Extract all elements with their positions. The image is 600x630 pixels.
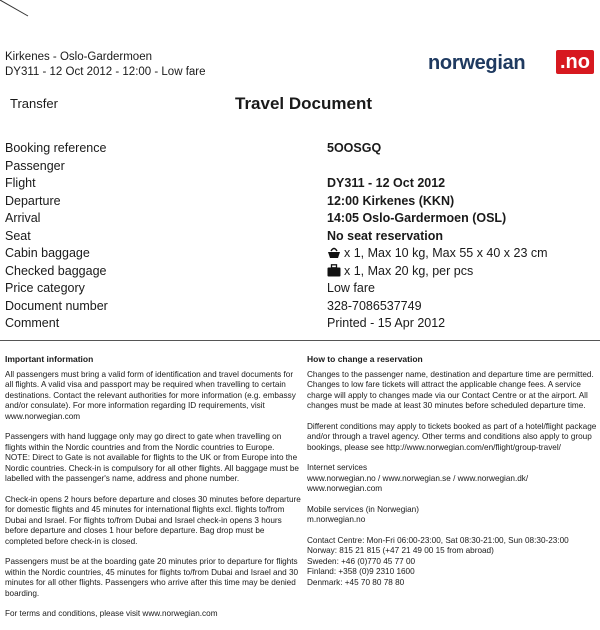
detail-label: Checked baggage [5, 263, 107, 278]
norwegian-logo [428, 50, 594, 76]
handbag-icon [327, 246, 341, 259]
contact-line: Denmark: +45 70 80 78 80 [307, 577, 405, 587]
detail-label: Flight [5, 176, 36, 190]
section-divider [0, 340, 600, 341]
detail-row-departure [5, 193, 595, 211]
detail-row-checked-baggage [5, 263, 595, 281]
mobile-services-text: m.norwegian.no [307, 515, 366, 524]
detail-row-booking-reference [5, 140, 595, 158]
detail-row-cabin-baggage [5, 245, 595, 263]
price-category-value: Low fare [327, 281, 375, 295]
detail-row-comment [5, 315, 595, 333]
detail-row-arrival [5, 210, 595, 228]
detail-label: Arrival [5, 211, 41, 225]
transfer-label: Transfer [10, 96, 58, 111]
detail-label: Departure [5, 193, 61, 208]
important-paragraph-luggage: Passengers with hand luggage only may go direct to gate when travelling on flights within the Nordic countries and from the Nordic countries to Europe. NOTE: Direct to Gate is not available for flights to the UK or from Europe into the Nordic countries. Check-in is compulsory for all other flights. All baggage must be labelled with the passenger's name, address and phone number. [5, 432, 299, 483]
suitcase-icon [327, 264, 341, 277]
important-paragraph-boarding: Passengers must be at the boarding gate 20 minutes prior to departure for flights within the Nordic countries, 45 minutes for flights to/from Dubai and Israel and 30 minutes for all other flights. Passengers who arrive after this time may be denied boarding. [5, 557, 299, 598]
detail-label: Passenger [5, 158, 65, 173]
detail-row-flight [5, 175, 595, 193]
contact-line: Sweden: +46 (0)770 45 77 00 [307, 556, 416, 566]
important-heading: Important information [5, 354, 94, 364]
route-header [5, 50, 206, 80]
checked-baggage-value [327, 263, 473, 281]
internet-services-text: www.norwegian.no / www.norwegian.se / www.norwegian.dk/ www.norwegian.com [307, 473, 529, 493]
important-paragraph-checkin: Check-in opens 2 hours before departure and closes 30 minutes before departure for domestic flights and 45 minutes for international flights excl. flights to/from Dubai and Israel. For flights to/from Dubai and Israel check-in opens 3 hours before departure and closes 1 hour before departure. Bag drop must be completed before check-in is closed. [5, 494, 301, 546]
change-heading: How to change a reservation [307, 354, 423, 364]
important-paragraph-id: All passengers must bring a valid form of identification and travel documents for all flights. A valid visa and passport may be required when travelling to certain destinations. Contact the relevant authorities for more information (e.g. embassy and/or consulate). For more information regarding ID requirements, visit www.norwegian.com [5, 369, 296, 421]
contact-line: Finland: +358 (0)9 2310 1600 [307, 567, 415, 576]
detail-label: Cabin baggage [5, 246, 90, 260]
contact-centre [307, 536, 599, 589]
arrival-value: 14:05 Oslo-Gardermoen (OSL) [327, 211, 507, 225]
detail-row-passenger [5, 158, 595, 176]
comment-value: Printed - 15 Apr 2012 [327, 316, 446, 330]
cabin-baggage-text: x 1, Max 10 kg, Max 55 x 40 x 23 cm [344, 246, 548, 260]
logo-text: norwegian [428, 52, 526, 74]
departure-value: 12:00 Kirkenes (KKN) [327, 193, 455, 208]
route-text: Kirkenes - Oslo-Gardermoen [5, 51, 152, 63]
detail-label: Booking reference [5, 141, 107, 155]
detail-label: Seat [5, 228, 31, 243]
detail-label: Comment [5, 316, 60, 330]
document-number-value: 328-7086537749 [327, 298, 422, 313]
detail-row-document-number [5, 298, 595, 316]
seat-value: No seat reservation [327, 228, 444, 243]
logo-suffix: .no [556, 50, 594, 74]
important-paragraph-terms: For terms and conditions, please visit www.norwegian.com [5, 609, 218, 618]
flight-line: DY311 - 12 Oct 2012 - 12:00 - Low fare [5, 66, 206, 78]
contact-line: Contact Centre: Mon-Fri 06:00-23:00, Sat 08:30-21:00, Sun 08:30-23:00 [307, 535, 569, 545]
mobile-services-heading: Mobile services (in Norwegian) [307, 504, 419, 514]
flight-value: DY311 - 12 Oct 2012 [327, 176, 446, 190]
scan-mark [0, 0, 30, 18]
page-title: Travel Document [235, 94, 372, 113]
booking-details [5, 140, 595, 333]
detail-row-price-category [5, 280, 595, 298]
checked-baggage-text: x 1, Max 20 kg, per pcs [344, 263, 474, 278]
change-paragraph-conditions: Different conditions may apply to tickets booked as part of a hotel/flight package and/or through a travel agency. Other terms and conditions also apply to group bookings, please see http://www.norwegian.com/en/flight/group-travel/ [307, 421, 597, 452]
internet-services-heading: Internet services [307, 463, 368, 472]
cabin-baggage-value [327, 245, 548, 263]
change-paragraph-fees: Changes to the passenger name, destination and departure time are permitted. Changes to low fare tickets will attract the applicable change fees. A service charge will apply to changes made via our Contact Centre or at the airport. All changes must be made at least 30 minutes before scheduled departure time. [307, 369, 594, 410]
detail-label: Price category [5, 281, 85, 295]
detail-label: Document number [5, 298, 108, 313]
detail-row-seat [5, 228, 595, 246]
contact-line: Norway: 815 21 815 (+47 21 49 00 15 from abroad) [307, 546, 494, 555]
booking-reference-value: 5OOSGQ [327, 141, 382, 155]
change-reservation [307, 354, 599, 588]
important-information [5, 354, 301, 630]
